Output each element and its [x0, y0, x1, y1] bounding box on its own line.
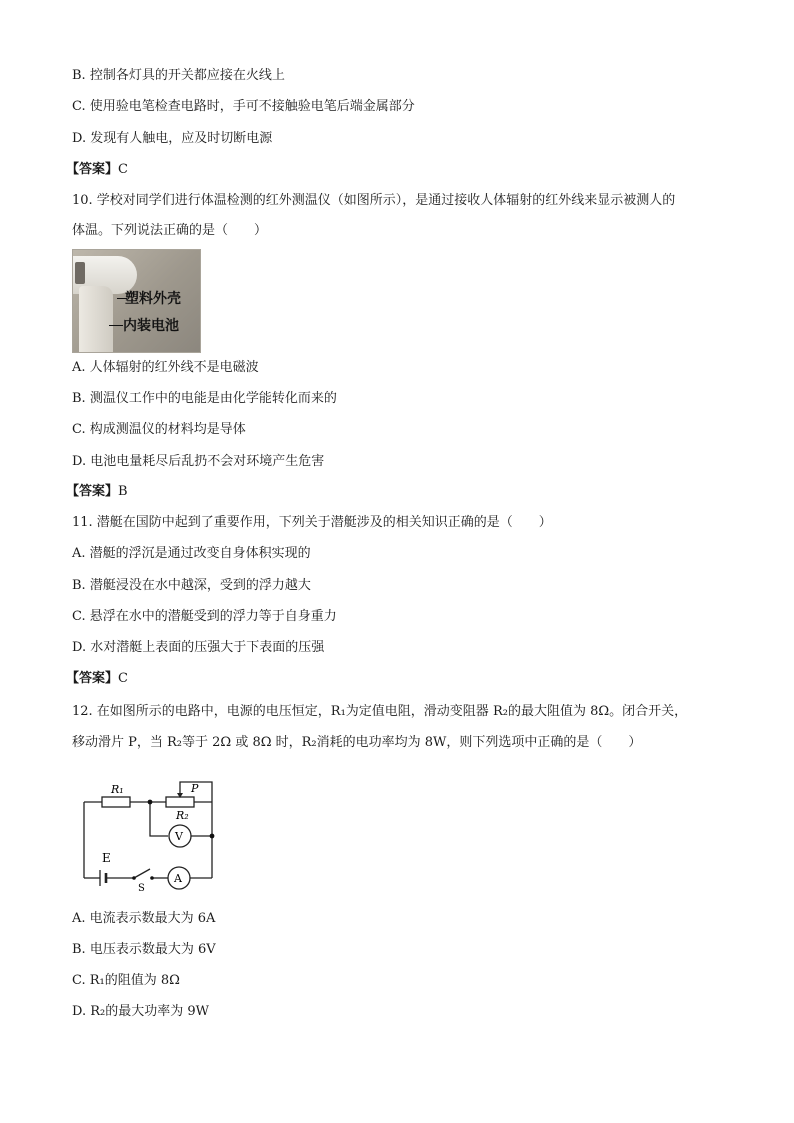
answer-value: C [118, 162, 128, 177]
switch-contact [150, 876, 154, 880]
thermometer-screen [75, 262, 85, 284]
q10-stem-line1: 10. 学校对同学们进行体温检测的红外测温仪（如图所示），是通过接收人体辐射的红外线来显示被测人的 [72, 193, 676, 208]
label-switch-s: S [138, 883, 145, 894]
q10-option-b: B. 测温仪工作中的电能是由化学能转化而来的 [72, 391, 337, 406]
label-r2: R₂ [176, 809, 189, 822]
answer-tag: 【答案】 [66, 484, 119, 499]
label-plastic-shell: 塑料外壳 [125, 291, 181, 307]
circuit-diagram [72, 774, 232, 894]
label-source-e: E [102, 851, 111, 865]
junction-dot [210, 834, 215, 839]
answer-tag: 【答案】 [66, 671, 119, 686]
q11-option-b: B. 潜艇浸没在水中越深，受到的浮力越大 [72, 578, 311, 593]
q11-answer [66, 670, 128, 688]
label-ammeter: A [174, 872, 182, 885]
q9-option-d: D. 发现有人触电，应及时切断电源 [72, 131, 273, 146]
answer-value: B [118, 484, 128, 499]
junction-dot [148, 800, 153, 805]
q10-option-c: C. 构成测温仪的材料均是导体 [72, 422, 246, 437]
q11-option-a: A. 潜艇的浮沉是通过改变自身体积实现的 [72, 546, 311, 561]
thermometer-grip [79, 286, 113, 353]
q11-stem: 11. 潜艇在国防中起到了重要作用，下列关于潜艇涉及的相关知识正确的是（ ） [72, 515, 552, 530]
label-voltmeter: V [175, 830, 183, 843]
q9-option-b: B. 控制各灯具的开关都应接在火线上 [72, 68, 285, 83]
q11-option-c: C. 悬浮在水中的潜艇受到的浮力等于自身重力 [72, 609, 337, 624]
q12-option-d: D. R₂的最大功率为 9W [72, 1004, 209, 1019]
switch-contact [132, 876, 136, 880]
q9-answer [66, 161, 128, 179]
q12-option-b: B. 电压表示数最大为 6V [72, 942, 216, 957]
switch-blade [134, 869, 150, 878]
answer-tag: 【答案】 [66, 162, 119, 177]
label-slider-p: P [191, 782, 199, 795]
resistor-r1 [102, 797, 130, 807]
q9-option-c: C. 使用验电笔检查电路时，手可不接触验电笔后端金属部分 [72, 99, 415, 114]
q10-stem-line2: 体温。下列说法正确的是（ ） [72, 223, 268, 238]
answer-value: C [118, 671, 128, 686]
q12-option-a: A. 电流表示数最大为 6A [72, 911, 216, 926]
infrared-thermometer-photo [72, 249, 201, 353]
q12-stem-line1: 12. 在如图所示的电路中，电源的电压恒定，R₁为定值电阻，滑动变阻器 R₂的最大阻值为 8Ω。闭合开关， [72, 704, 688, 719]
leader-line-battery [109, 325, 123, 326]
voltmeter-wire-left [150, 802, 168, 836]
q12-stem-line2: 移动滑片 P，当 R₂等于 2Ω 或 8Ω 时，R₂消耗的电功率均为 8W，则下列选项中正确的是（ ） [72, 735, 642, 750]
label-battery: 内装电池 [123, 318, 179, 334]
rheostat-r2 [166, 797, 194, 807]
q10-option-d: D. 电池电量耗尽后乱扔不会对环境产生危害 [72, 454, 325, 469]
q11-option-d: D. 水对潜艇上表面的压强大于下表面的压强 [72, 640, 325, 655]
label-r1: R₁ [111, 783, 124, 796]
q10-answer [66, 483, 128, 501]
q10-option-a: A. 人体辐射的红外线不是电磁波 [72, 360, 259, 375]
q12-option-c: C. R₁的阻值为 8Ω [72, 973, 180, 988]
